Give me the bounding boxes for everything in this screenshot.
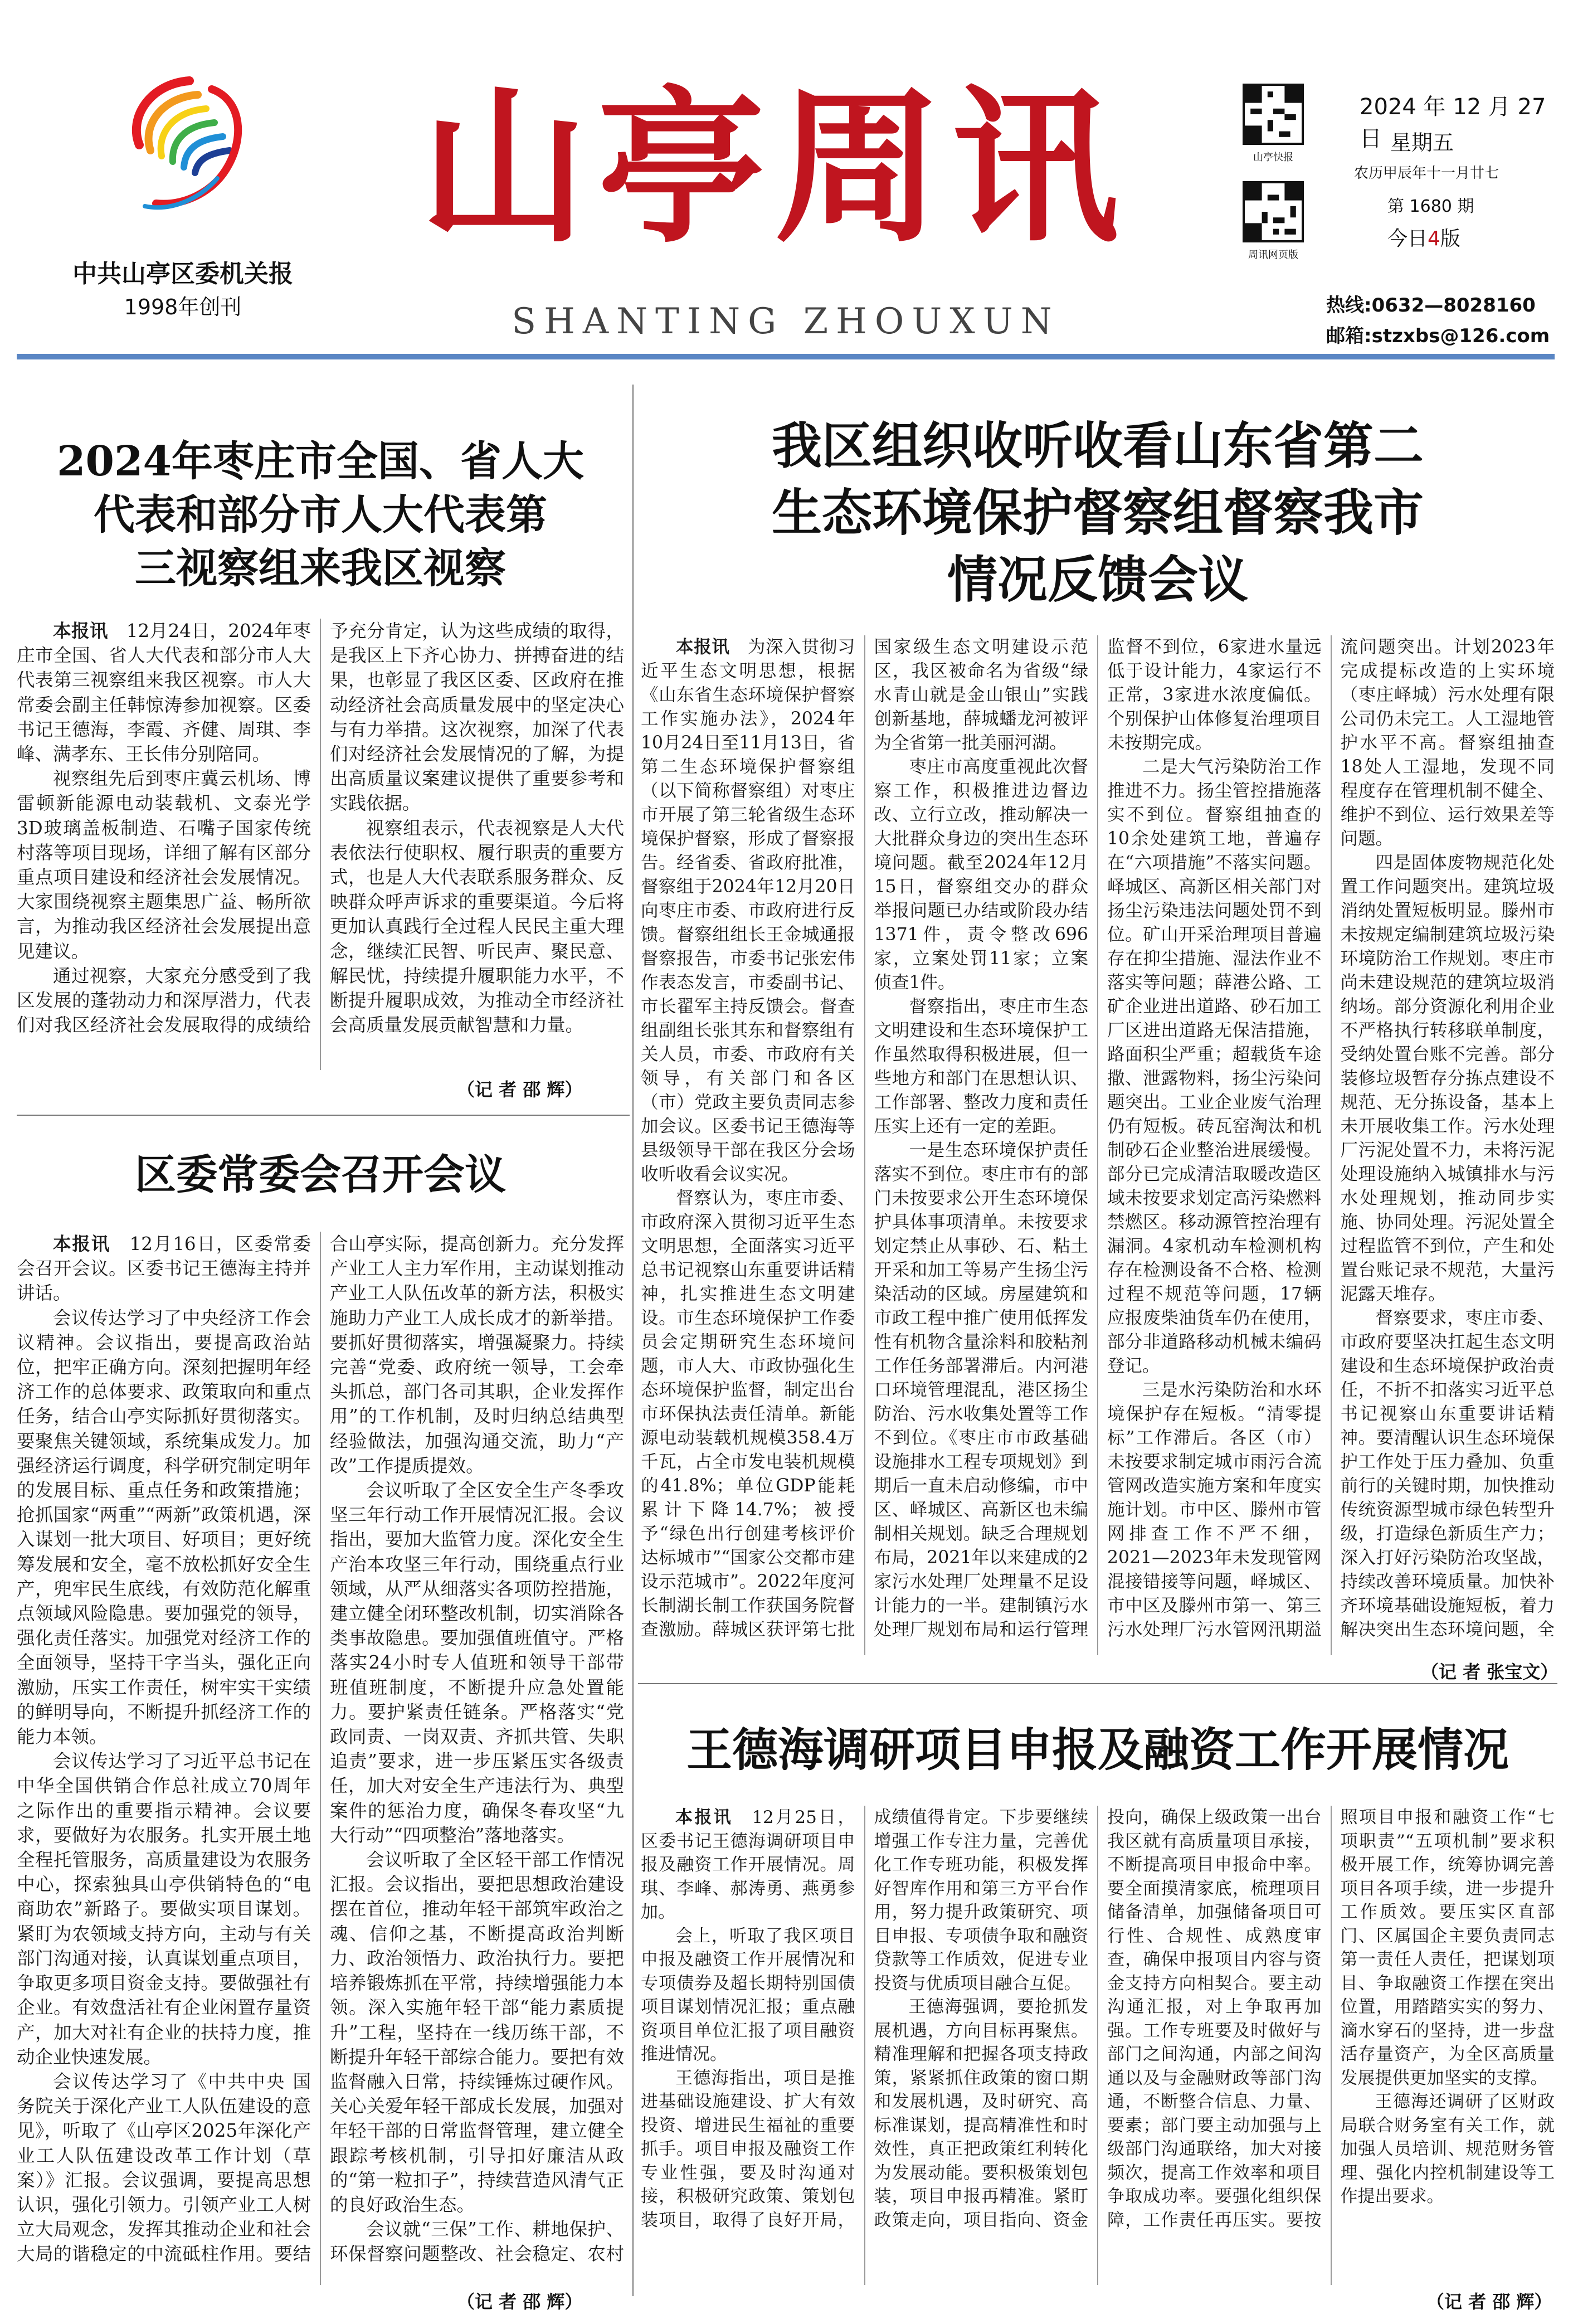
headline-line: 代表和部分市人大代表第 — [94, 491, 547, 539]
paragraph: 二是大气污染防治工作推进不力。扬尘管控措施落实不到位。督察组抽查的10余处建筑工地，普遍存在“六项措施”不落实问题。峄城区、高新区相关部门对扬尘污染违法问题处罚不到位。矿山开采治理项目普遍存在抑尘措施、湿法作业不落实等问题；薛港公路、工矿企业进出道路、砂石加工厂区进出道路无保洁措施，路面积尘严重；超载货车途撒、泄露物料，扬尘污染问题突出。工业企业废气治理仍有短板。砖瓦窑淘汰和机制砂石企业整治进展缓慢。部分已完成清洁取暖改造区域未按要求划定高污染燃料禁燃区。移动源管控治理有漏洞。4家机动车检测机构存在检测设备不合格、检测过程不规范等问题，17辆应报废柴油货车仍在使用，部分非道路移动机械未编码登记。 — [1107, 757, 1322, 1376]
lead-tag: 本报讯 — [676, 637, 730, 657]
paragraph — [641, 1806, 855, 1924]
page-count-number: 4 — [1428, 227, 1440, 250]
paragraph: 会议听取了全区安全生产冬季攻坚三年行动工作开展情况汇报。会议指出，要加大监管力度。深化安全生产治本攻坚三年行动，围绕重点行业领域，从严从细落实各项防控措施，建立健全闭环整改机制，切实消除各类事故隐患。要加强值班值守。严格落实24小时专人值班和领导干部带班值班制度，不断提升应急处置能力。要护紧责任链条。严格落实“党政同责、一岗双责、齐抓共管、失职追责”要求，进一步压紧压实各级责任，加大对安全生产违法行为、典型案件的惩治力度，确保冬春攻坚“九大行动”“四项整治”落地落实。 — [330, 1480, 624, 1846]
qr-left-caption: 山亭快报 — [1253, 152, 1293, 163]
headline-line: 我区组织收听收看山东省第二 — [772, 416, 1424, 475]
paragraph: 通过视察，大家充分感受到了我区发展的蓬勃动力和深厚潜力，代表们对我区经济社会发展取得的成绩给予充分肯定，认为这些成绩的取得，是我区上下齐心协力、拼搏奋进的结果，也彰显了我区区委、区政府在推动经济社会高质量发展中的坚定决心与有力举措。这次视察，加深了代表们对经济社会发展情况的了解，为提出高质量议案建议提供了重要参考和实践依据。 — [17, 620, 624, 1036]
page-count-suffix: 版 — [1440, 227, 1460, 250]
byline: （记 者 邵 辉） — [1426, 2291, 1552, 2312]
paragraph: 督察认为，枣庄市委、市政府深入贯彻习近平生态文明思想，全面落实习近平总书记视察山东重要讲话精神，扎实推进生态文明建设。市生态环境保护工作委员会定期研究生态环境问题，市人大、市政协强化生态环境保护监督，制定出台市环保执法责任清单。新能源电动装载机规模358.4万千瓦，占全市发电装机规模的41.8%；单位GDP能耗累计下降14.7%；被授予“绿色出行创建考核评价达标城市”“国家公交都市建设示范城市”。2022年度河长制湖长制工作获国务院督查激励。薛城区获评第七批国家级生态文明建设示范区，我区被命名为省级“绿水青山就是金山银山”实践创新基地，薛城蟠龙河被评为全省第一批美丽河湖。 — [641, 637, 1088, 1640]
lead-tag: 本报讯 — [675, 1807, 733, 1827]
qr-code-icon[interactable] — [1243, 84, 1304, 145]
headline-line: 情况反馈会议 — [947, 550, 1248, 609]
paragraph: 会上，听取了我区项目申报及融资工作开展情况和专项债券及超长期特别国债项目谋划情况汇报；重点融资项目单位汇报了项目融资推进情况。 — [641, 1926, 855, 2064]
email-address[interactable]: stzxbs@126.com — [1371, 325, 1550, 347]
article-body-a1 — [17, 619, 624, 1070]
masthead-rule — [17, 354, 1555, 359]
article-headline-a4 — [641, 1719, 1555, 1781]
section-divider — [638, 1683, 1557, 1684]
district-emblem-icon — [106, 67, 251, 234]
byline: （记 者 邵 辉） — [457, 2291, 583, 2312]
byline: （记 者 邵 辉） — [457, 1079, 583, 1100]
section-divider — [17, 1115, 630, 1116]
weekday: 星期五 — [1390, 130, 1454, 155]
paragraph: 视察组表示，代表视察是人大代表依法行使职权、履行职责的重要方式，也是人大代表联系服务群众、反映群众呼声诉求的重要渠道。今后将更加认真践行全过程人民民主重大理念，继续汇民智、听民声、聚民意、解民忧，持续提升履职能力水平，不断提升履职成效，为推动全市经济社会高质量发展贡献智慧和力量。 — [330, 817, 624, 1036]
paragraph — [17, 619, 311, 766]
article-headline-a1 — [17, 435, 624, 595]
article-body-a2 — [17, 1232, 624, 2285]
headline-line: 区委常委会召开会议 — [135, 1151, 506, 1199]
paragraph-text: 12月24日，2024年枣庄市全国、省人大代表和部分市人大代表第三视察组来我区视察。市人大常委会副主任韩惊涛参加视察。区委书记王德海，李霞、齐健、周琪、李峰、满孝东、王长伟分别陪同。 — [17, 620, 311, 765]
article-headline-a3 — [641, 412, 1555, 613]
paragraph: 督察要求，枣庄市委、市政府要坚决扛起生态文明建设和生态环境保护政治责任，不折不扣落实习近平总书记视察山东重要讲话精神。要清醒认识生态环境保护工作处于压力叠加、负重前行的关键时期，加快推动传统资源型城市绿色转型升级，打造绿色新质生产力；深入打好污染防治攻坚战，持续改善环境质量。加快补齐环境基础设施短板，着力解决突出生态环境问题，全 — [1340, 1308, 1555, 1640]
paragraph: 一是生态环境保护责任落实不到位。枣庄市有的部门未按要求公开生态环境保护具体事项清单。未按要求划定禁止从事砂、石、粘土开采和加工等易产生扬尘污染活动的区域。房屋建筑和市政工程中推广使用低挥发性有机物含量涂料和胶粘剂工作任务部署滞后。内河港口环境管理混乱，港区扬尘防治、污水收集处置等工作不到位。《枣庄市市政基础设施排水工程专项规划》到期后一直未启动修编，市中区、峄城区、高新区也未编制相关规划。缺乏合理规划布局，2021年以来建成的2家污水处理厂处理量不足设计能力的一半。建制镇污水处理厂规划布局和运行管理监督不到位，6家进水量远低于设计能力，4家运行不正常，3家进水浓度偏低。个别保护山体修复治理项目未按期完成。 — [874, 637, 1322, 1640]
founded-year: 1998年创刊 — [124, 295, 242, 319]
hotline-label: 热线: — [1326, 294, 1372, 317]
paragraph: 视察组先后到枣庄冀云机场、博雷顿新能源电动装载机、文泰光学3D玻璃盖板制造、石嘴子国家传统村落等项目现场，详细了解有区部分重点项目建设和经济社会发展情况。大家围绕视察主题集思广益、畅所欲言，为推动我区经济社会发展提出意见建议。 — [17, 768, 311, 962]
qr-pattern-icon — [1245, 86, 1302, 143]
page-count-prefix: 今日 — [1387, 227, 1428, 250]
qr-pattern-icon — [1245, 183, 1302, 240]
paragraph: 王德海还调研了区财政局联合财务室有关工作，就加强人员培训、规范财务管理、强化内控机制建设等工作提出要求。 — [1340, 2092, 1555, 2206]
paragraph: 枣庄市高度重视此次督察工作，积极推进边督边改、立行立改，推动解决一大批群众身边的突出生态环境问题。截至2024年12月15日，督察组交办的群众举报问题已办结或阶段办结1371件，责令整改696家，立案处罚11家；立案侦查1件。 — [874, 757, 1088, 993]
lunar-date: 农历甲辰年十一月廿七 — [1354, 165, 1499, 182]
paragraph: 王德海强调，要抢抓发展机遇，方向目标再聚焦。精准理解和把握各项支持政策，紧紧抓住政策的窗口期和发展机遇，及时研究、高标准谋划，提高精准性和时效性，真正把政策红利转化为发展动能。要积极策划包装，项目申报再精准。紧盯政策走向，项目指向、资金投向，确保上级政策一出台我区就有高质量项目承接，不断提高项目申报命中率。要全面摸清家底，梳理项目储备清单，加强储备项目可行性、合规性、成熟度审查，确保申报项目内容与资金支持方向相契合。要主动沟通汇报，对上争取再加强。工作专班要及时做好与部门之间沟通，内部之间沟通以及与金融财政等部门沟通，不断整合信息、力量、要素；部门要主动加强与上级部门沟通联络，加大对接频次，提高工作效率和项目争取成功率。要强化组织保障，工作责任再压实。要按照项目申报和融资工作“七项职责”“五项机制”要求积极开展工作，统筹协调完善项目各项手续，进一步提升工作质效。要压实区直部门、区属国企主要负责同志第一责任人责任，把谋划项目、争取融资工作摆在突出位置，用踏踏实实的努力、滴水穿石的坚持，进一步盘活存量资产，为全区高质量发展提供更加坚实的支撑。 — [874, 1807, 1555, 2230]
paragraph — [17, 1232, 311, 1306]
email-label: 邮箱: — [1326, 325, 1372, 347]
paragraph: 三是水污染防治和水环境保护存在短板。“清零提标”工作滞后。各区（市）未按要求制定城市雨污合流管网改造实施方案和年度实施计划。市中区、滕州市管网排查工作不严不细，2021—2023年未发现管网混接错接等问题，峄城区、市中区及滕州市第一、第三污水处理厂污水管网汛期溢流问题突出。计划2023年完成提标改造的上实环境（枣庄峄城）污水处理有限公司仍未完工。人工湿地管护水平不高。督察组抽查18处人工湿地，发现不同程度存在管理机制不健全、维护不到位、运行效果差等问题。 — [1107, 637, 1555, 1640]
lead-tag: 本报讯 — [53, 620, 108, 641]
headline-line: 三视察组来我区视察 — [135, 544, 506, 592]
paragraph — [641, 635, 855, 1187]
issue-date: 2024 年 12 月 27 日 — [1360, 94, 1546, 152]
column-divider — [632, 385, 634, 2296]
qr-code-icon[interactable] — [1243, 181, 1304, 242]
org-name: 中共山亭区委机关报 — [72, 260, 293, 288]
paragraph: 王德海指出，项目是推进基础设施建设、扩大有效投资、增进民生福祉的重要抓手。项目申报及融资工作专业性强，要及时沟通对接，积极研究政策、策划包装项目，取得了良好开局，成绩值得肯定。下步要继续增强工作专注力量，完善优化工作专班功能，积极发挥好智库作用和第三方平台作用，努力提升政策研究、项目申报、专项债争取和融资贷款等工作质效，促进专业投资与优质项目融合互促。 — [641, 1807, 1088, 2230]
issue-number: 第 1680 期 — [1387, 197, 1474, 216]
lead-tag: 本报讯 — [53, 1233, 111, 1255]
email — [1326, 320, 1550, 348]
headline-line: 生态环境保护督察组督察我市 — [772, 483, 1424, 542]
byline: （记 者 张宝文） — [1421, 1661, 1559, 1683]
masthead — [0, 0, 1573, 368]
paragraph-text: 为深入贯彻习近平生态文明思想，根据《山东省生态环境保护督察工作实施办法》，2024年10月24日至11月13日，省第二生态环境保护督察组（以下简称督察组）对枣庄市开展了第三轮省级生态环境保护督察，形成了督察报告。经省委、省政府批准，督察组于2024年12月20日向枣庄市委、市政府进行反馈。督察组组长王金城通报督察报告，市委书记张宏伟作表态发言，市委副书记、市长翟军主持反馈会。督查组副组长张其东和督察组有关人员，市委、市政府有关领导，有关部门和各区（市）党政主要负责同志参加会议。区委书记王德海等县级领导干部在我区分会场收听收看会议实况。 — [641, 637, 855, 1184]
article-body-a4 — [641, 1806, 1555, 2285]
paragraph: 会议传达学习了《中共中央 国务院关于深化产业工人队伍建设的意见》，听取了《山亭区2025年深化产业工人队伍建设改革工作计划（草案）》汇报。会议强调，要提高思想认识，强化引领力。引领产业工人树立大局观念，发挥其推动企业和社会大局的谐稳定的中流砥柱作用。要结合山亭实际，提高创新力。充分发挥产业工人主力军作用，主动谋划推动产业工人队伍改革的新方法，积极实施助力产业工人成长成才的新举措。要抓好贯彻落实，增强凝聚力。持续完善“党委、政府统一领导，工会牵头抓总，部门各司其职，企业发挥作用”的工作机制，及时归纳总结典型经验做法，加强沟通交流，助力“产改”工作提质提效。 — [17, 1233, 624, 2265]
newspaper-title: 山亭周讯 — [420, 69, 1129, 265]
paragraph: 会议传达学习了中央经济工作会议精神。会议指出，要提高政治站位，把牢正确方向。深刻把握明年经济工作的总体要求、政策取向和重点任务，结合山亭实际抓好贯彻落实。要聚焦关键领域，系统集成发力。加强经济运行调度，科学研究制定明年的发展目标、重点任务和政策措施；抢抓国家“两重”“两新”政策机遇，深入谋划一批大项目、好项目；更好统筹发展和安全，毫不放松抓好安全生产，兜牢民生底线，有效防范化解重点领域风险隐患。要加强党的领导，强化责任落实。加强党对经济工作的全面领导，坚持干字当头，强化正向激励，压实工作责任，树牢实干实绩的鲜明导向，不断提升抓经济工作的能力本领。 — [17, 1307, 311, 1748]
article-body-a3 — [641, 635, 1555, 1655]
headline-line: 王德海调研项目申报及融资工作开展情况 — [686, 1723, 1509, 1777]
paragraph: 四是固体废物规范化处置工作问题突出。建筑垃圾消纳处置短板明显。滕州市未按规定编制建筑垃圾污染环境防治工作规划。枣庄市尚未建设规范的建筑垃圾消纳场。部分资源化利用企业不严格执行转移联单制度，受纳处置台账不完善。部分装修垃圾暂存分拣点建设不规范、无分拣设备，基本上未开展收集工作。污水处理厂污泥处置不力，未将污泥处理设施纳入城镇排水与污水处理规划，推动同步实施、协同处理。污泥处置全过程监管不到位，产生和处置台账记录不规范，大量污泥露天堆存。 — [1340, 853, 1555, 1304]
paragraph: 会议听取了全区轻干部工作情况汇报。会议指出，要把思想政治建设摆在首位，推动年轻干部筑牢政治之魂、信仰之基，不断提高政治判断力、政治领悟力、政治执行力。要把培养锻炼抓在平常，持续增强能力本领。深入实施年轻干部“能力素质提升”工程，坚持在一线历练干部，不断提升年轻干部综合能力。要把有效监督融入日常，持续锤炼过硬作风。关心关爱年轻干部成长发展，加强对年轻干部的日常监督管理，建立健全跟踪考核机制，引导扣好廉洁从政的“第一粒扣子”，持续营造风清气正的良好政治生态。 — [330, 1849, 624, 2215]
newspaper-title-pinyin: SHANTING ZHOUXUN — [512, 301, 1060, 342]
headline-line: 2024年枣庄市全国、省人大 — [57, 437, 584, 485]
paragraph-text: 12月16日，区委常委会召开会议。区委书记王德海主持并讲话。 — [17, 1233, 311, 1304]
page-count — [1387, 223, 1460, 251]
paragraph: 督察指出，枣庄市生态文明建设和生态环境保护工作虽然取得积极进展，但一些地方和部门在思想认识、工作部署、整改力度和责任压实上还有一定的差距。 — [874, 996, 1088, 1136]
paragraph-text: 12月25日，区委书记王德海调研项目申报及融资工作开展情况。周琪、李峰、郝涛勇、燕勇参加。 — [641, 1807, 855, 1922]
hotline-number: 0632—8028160 — [1371, 294, 1536, 317]
hotline — [1326, 290, 1536, 317]
qr-right-caption: 周讯网页版 — [1248, 249, 1298, 261]
article-headline-a2 — [17, 1148, 624, 1202]
paragraph: 会议传达学习了习近平总书记在中华全国供销合作总社成立70周年之际作出的重要指示精神。会议要求，要做好为农服务。扎实开展土地全程托管服务，高质量建设为农服务中心，探索独具山亭供销特色的“电商助农”新路子。要做实项目谋划。紧盯为农领域支持方向，主动与有关部门沟通对接，认真谋划重点项目，争取更多项目资金支持。要做强社有企业。有效盘活社有企业闲置存量资产，加大对社有企业的扶持力度，推动企业快速发展。 — [17, 1751, 311, 2068]
paragraph: 会议就“三保”工作、耕地保护、环保督察问题整改、社会稳定、农村 — [330, 2219, 624, 2265]
